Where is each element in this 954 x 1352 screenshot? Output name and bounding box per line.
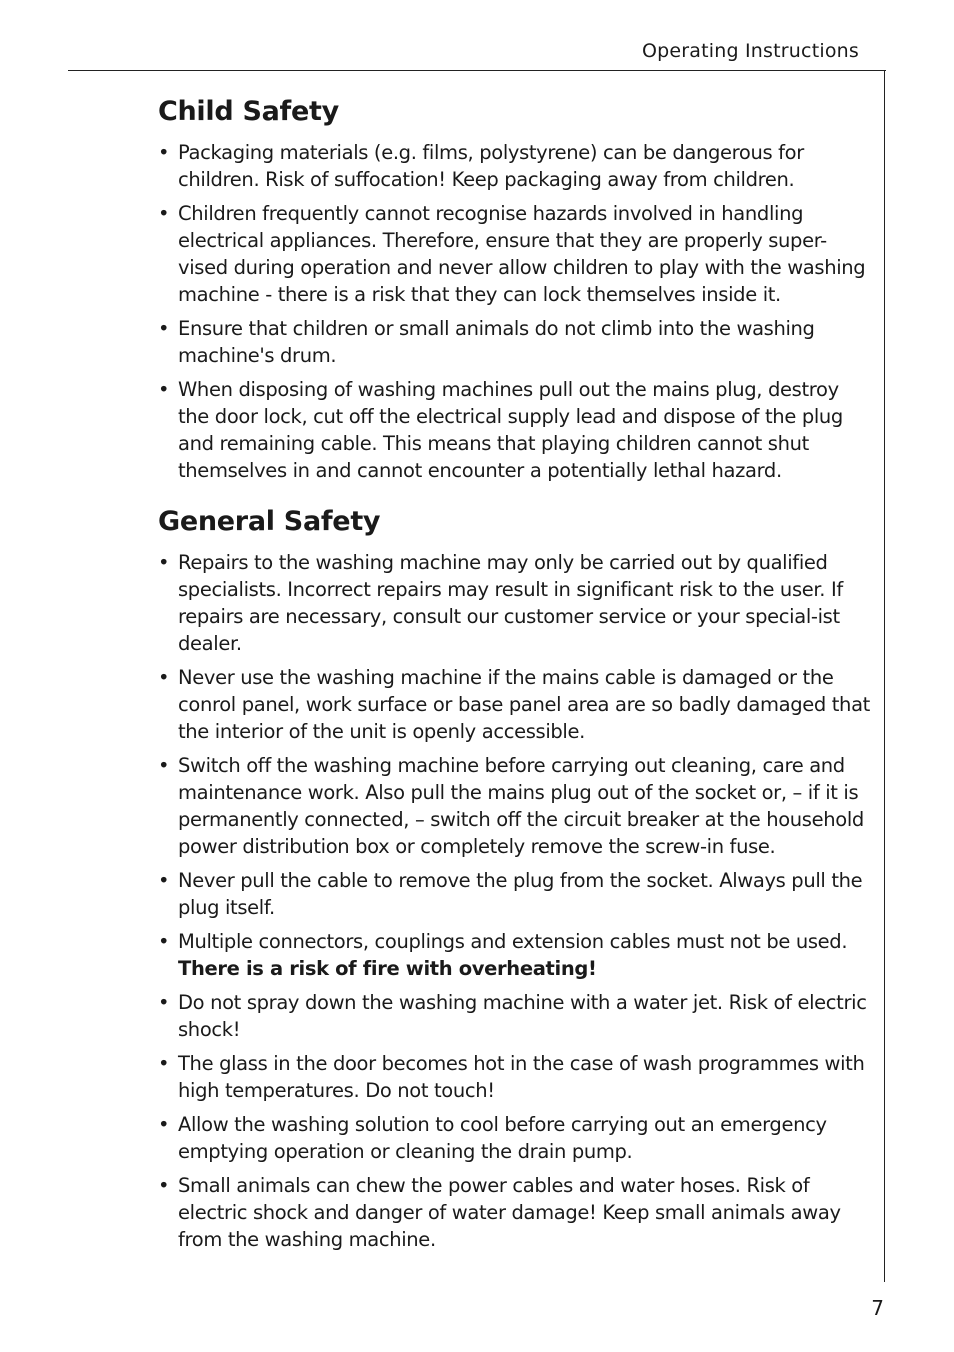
list-item: • Ensure that children or small animals do not climb into the washing machine's drum. (158, 317, 815, 367)
bullet-icon: • (158, 317, 170, 340)
bullet-icon: • (158, 1174, 170, 1197)
bullet-list (158, 139, 870, 484)
bullet-icon: • (158, 666, 170, 689)
bullet-icon: • (158, 551, 170, 574)
page-number: 7 (871, 1296, 884, 1320)
list-item: • Repairs to the washing machine may only be carried out by qualified specialists. Incorrect repairs may result in significant risk to the user. If repairs are necessary, consult our customer service or your special-ist dealer. (158, 551, 843, 655)
bullet-icon: • (158, 202, 170, 225)
list-item: • Small animals can chew the power cables and water hoses. Risk of electric shock and danger of water damage! Keep small animals away from the washing machine. (158, 1174, 841, 1251)
page-content (158, 92, 870, 1253)
bullet-icon: • (158, 141, 170, 164)
list-item: • Children frequently cannot recognise hazards involved in handling electrical appliances. Therefore, ensure that they are properly super-vised during operation and never allow children to play with the washing machine - there is a risk that they can lock themselves inside it. (158, 202, 866, 306)
list-item: • Never use the washing machine if the mains cable is damaged or the conrol panel, work surface or base panel area are so badly damaged that the interior of the unit is openly accessible. (158, 666, 870, 743)
section-heading: Child Safety (158, 96, 339, 127)
warning-text: There is a risk of fire with overheating! (178, 957, 597, 980)
list-item: • Switch off the washing machine before carrying out cleaning, care and maintenance work. Also pull the mains plug out of the socket or, – if it is permanently connected, – switch off the circuit breaker at the household power distribution box or completely remove the screw-in fuse. (158, 754, 864, 858)
running-head: Operating Instructions (641, 40, 859, 62)
section-child-safety (158, 92, 870, 484)
list-item: • When disposing of washing machines pull out the mains plug, destroy the door lock, cut off the electrical supply lead and dispose of the plug and remaining cable. This means that playing children cannot shut themselves in and cannot encounter a potentially lethal hazard. (158, 378, 843, 482)
bullet-icon: • (158, 869, 170, 892)
list-item: • Packaging materials (e.g. films, polystyrene) can be dangerous for children. Risk of suffocation! Keep packaging away from children. (158, 141, 804, 191)
section-general-safety (158, 502, 870, 1253)
bullet-icon: • (158, 1052, 170, 1075)
bullet-icon: • (158, 991, 170, 1014)
header-rule (68, 70, 886, 71)
bullet-icon: • (158, 378, 170, 401)
section-heading: General Safety (158, 506, 381, 537)
list-item: • Do not spray down the washing machine with a water jet. Risk of electric shock! (158, 991, 867, 1041)
list-item: • Allow the washing solution to cool before carrying out an emergency emptying operation or cleaning the drain pump. (158, 1113, 827, 1163)
list-item: • Multiple connectors, couplings and extension cables must not be used. There is a risk of fire with overheating! (158, 930, 848, 980)
list-item: • Never pull the cable to remove the plug from the socket. Always pull the plug itself. (158, 869, 863, 919)
bullet-icon: • (158, 754, 170, 777)
list-item: • The glass in the door becomes hot in the case of wash programmes with high temperatures. Do not touch! (158, 1052, 865, 1102)
side-rule (884, 70, 885, 1282)
bullet-icon: • (158, 930, 170, 953)
bullet-icon: • (158, 1113, 170, 1136)
bullet-list (158, 549, 870, 1253)
